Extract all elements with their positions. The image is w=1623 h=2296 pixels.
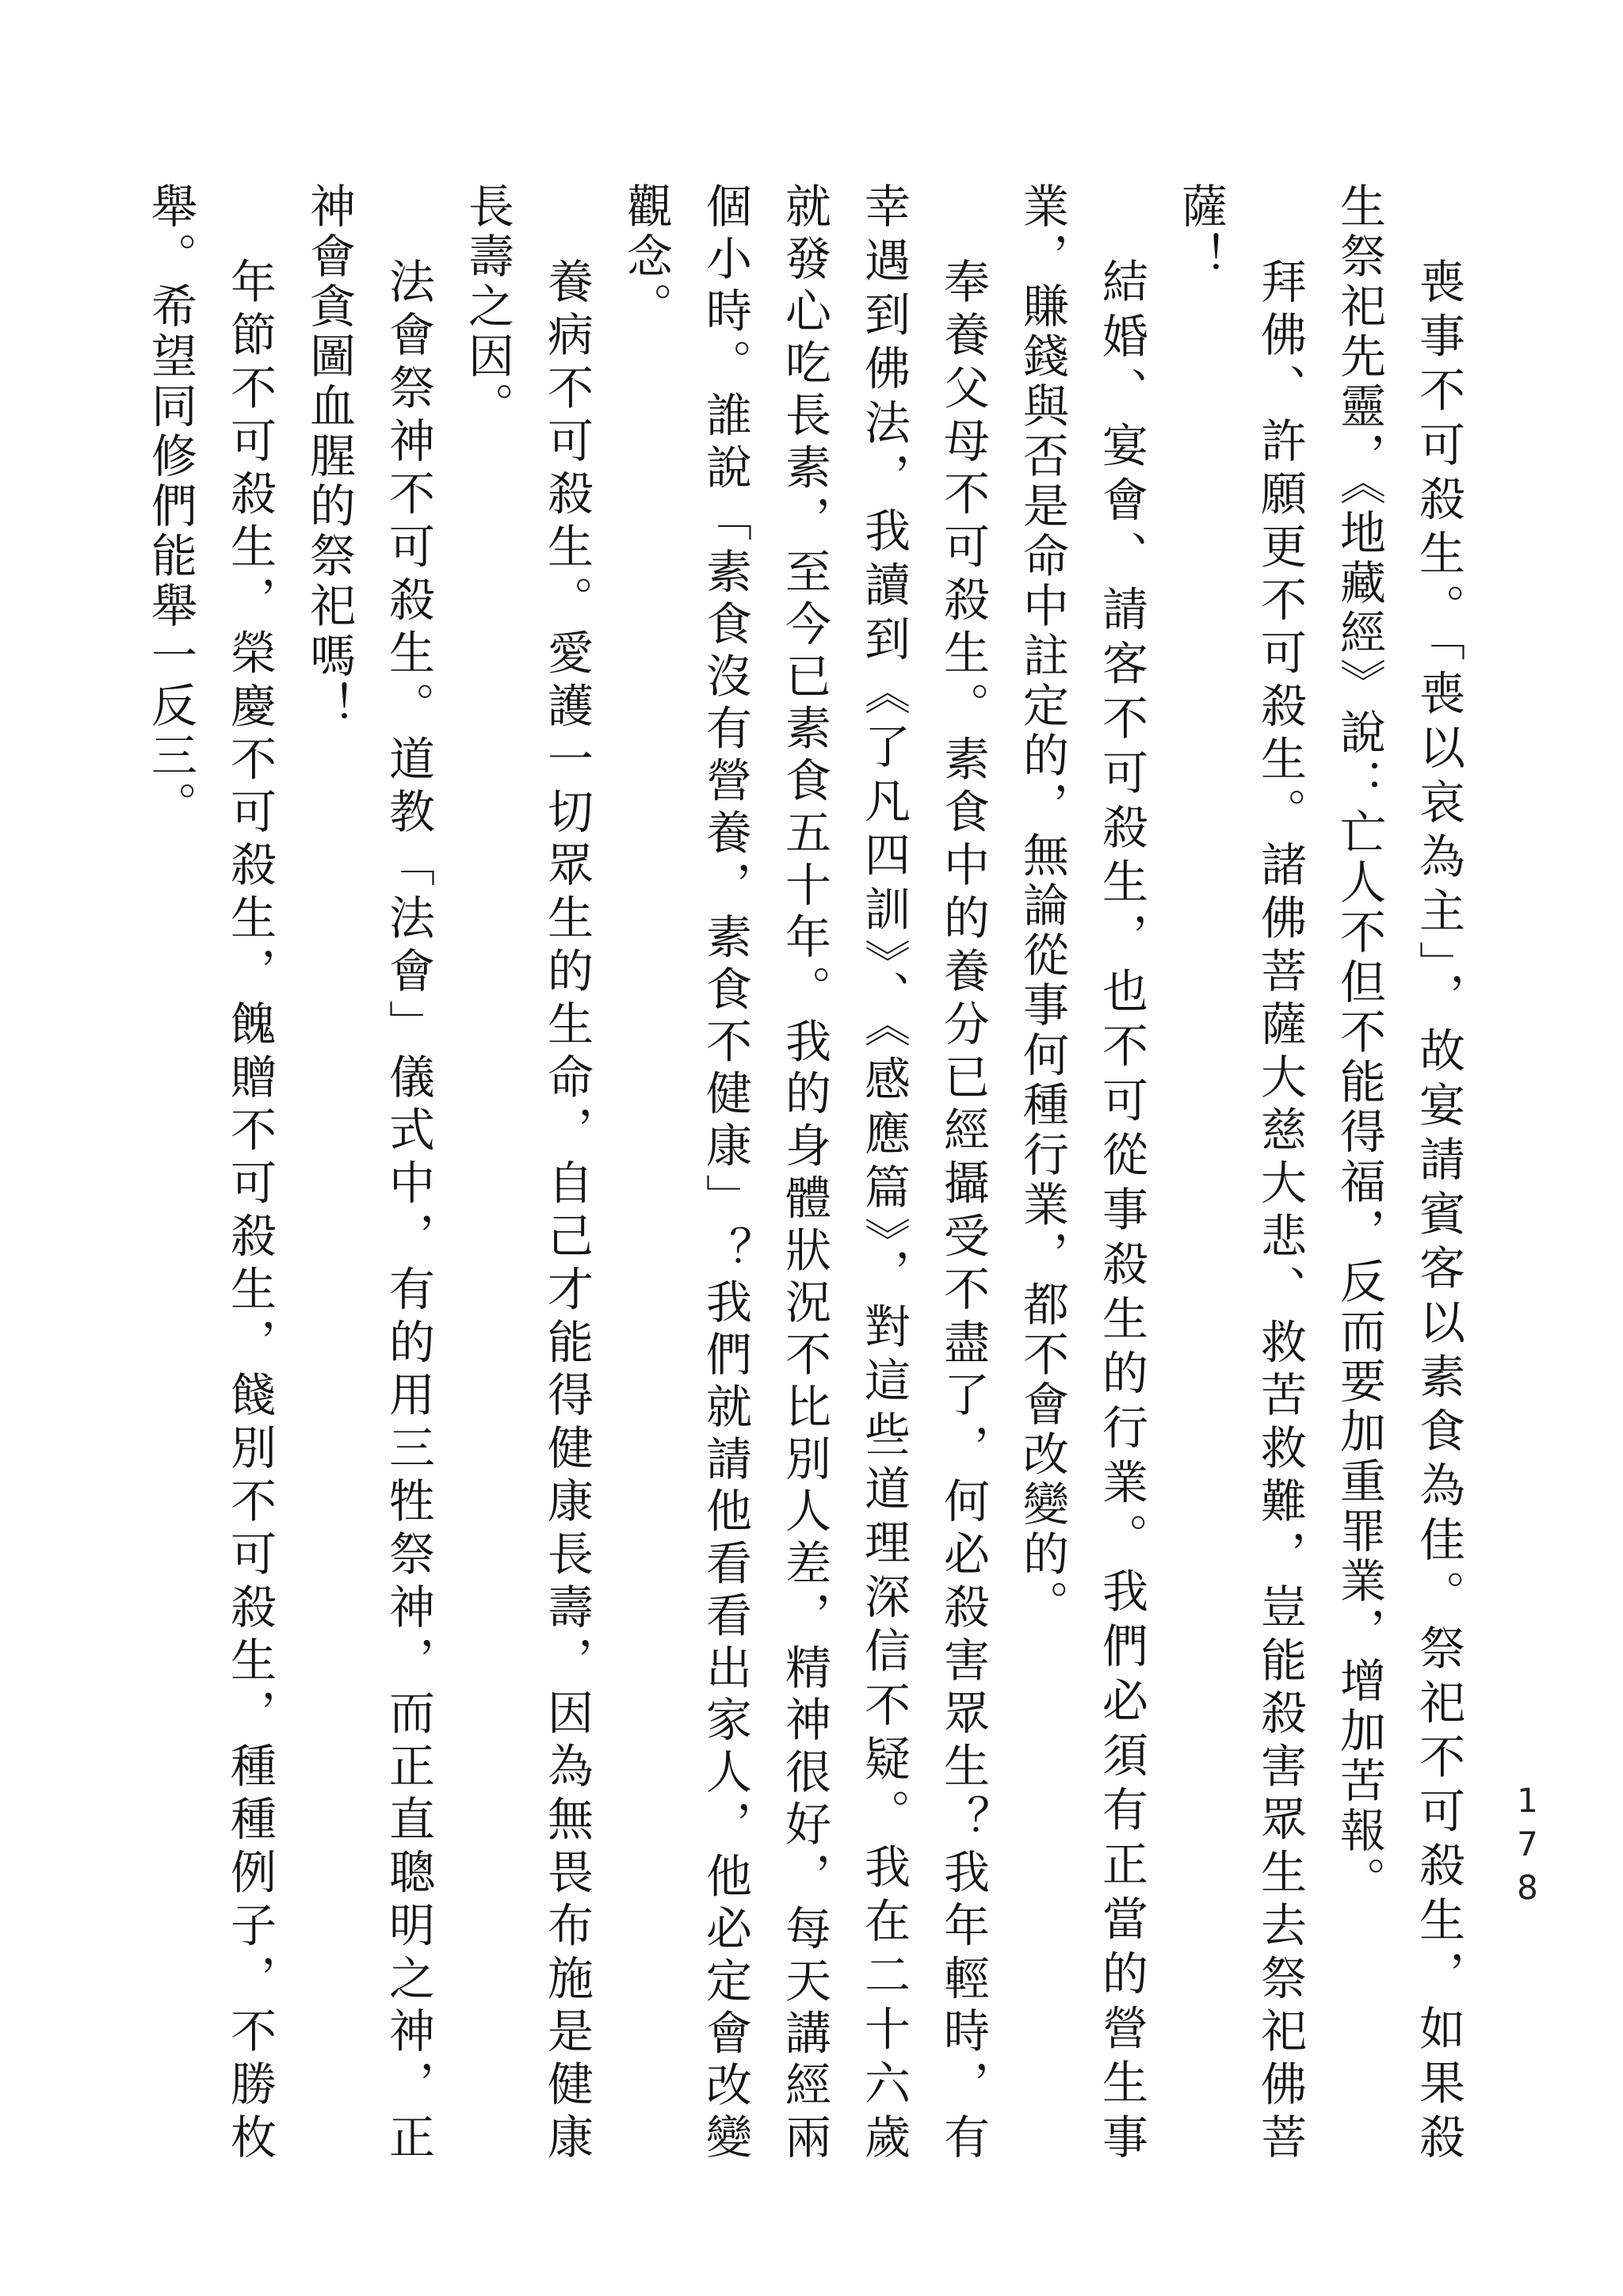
text-column: 就發心吃長素，至今已素食五十年。我的身體狀況不比別人差，精神很好，每天講經兩 [777,182,831,2163]
text-column: 結婚、宴會、請客不可殺生，也不可從事殺生的行業。我們必須有正當的營生事 [1094,257,1148,2163]
text-column: 幸遇到佛法，我讀到《了凡四訓》、《感應篇》，對這些道理深信不疑。我在二十六歲 [857,182,911,2163]
paragraph-festivals [131,182,289,2163]
paragraph-weddings [1002,182,1161,2163]
text-column: 薩！ [1174,182,1228,282]
text-column: 奉養父母不可殺生。素食中的養分已經攝受不盡了，何必殺害眾生？我年輕時，有 [936,257,990,2163]
text-column: 神會貪圖血腥的祭祀嗎！ [302,182,356,731]
text-column: 養病不可殺生。愛護一切眾生的生命，自己才能得健康長壽，因為無畏布施是健康 [540,257,594,2163]
text-column: 喪事不可殺生。「喪以哀為主」，故宴請賓客以素食為佳。祭祀不可殺生，如果殺 [1411,257,1465,2163]
text-column: 個小時。誰說「素食沒有營養，素食不健康」？我們就請他看看出家人，他必定會改變 [698,182,752,2163]
page-number: 178 [1508,1781,1547,1912]
vertical-text-body [131,182,1478,2163]
text-column: 舉。希望同修們能舉一反三。 [143,182,197,831]
paragraph-rituals [289,182,448,2163]
text-column: 拜佛、許願更不可殺生。諸佛菩薩大慈大悲、救苦救難，豈能殺害眾生去祭祀佛菩 [1253,257,1307,2163]
text-column: 長壽之因。 [460,182,514,432]
paragraph-funerals [1319,182,1478,2163]
text-column: 年節不可殺生，榮慶不可殺生，餽贈不可殺生，餞別不可殺生，種種例子，不勝枚 [223,257,277,2163]
paragraph-worship [1161,182,1319,2163]
text-column: 業，賺錢與否是命中註定的，無論從事何種行業，都不會改變的。 [1015,182,1069,1630]
paragraph-illness [448,182,606,2163]
text-column: 生祭祀先靈，《地藏經》說：亡人不但不能得福，反而要加重罪業，增加苦報。 [1332,182,1386,1906]
text-column: 觀念。 [619,182,673,332]
text-column: 法會祭神不可殺生。道教「法會」儀式中，有的用三牲祭神，而正直聰明之神，正 [381,257,435,2163]
paragraph-parents [606,182,1002,2163]
